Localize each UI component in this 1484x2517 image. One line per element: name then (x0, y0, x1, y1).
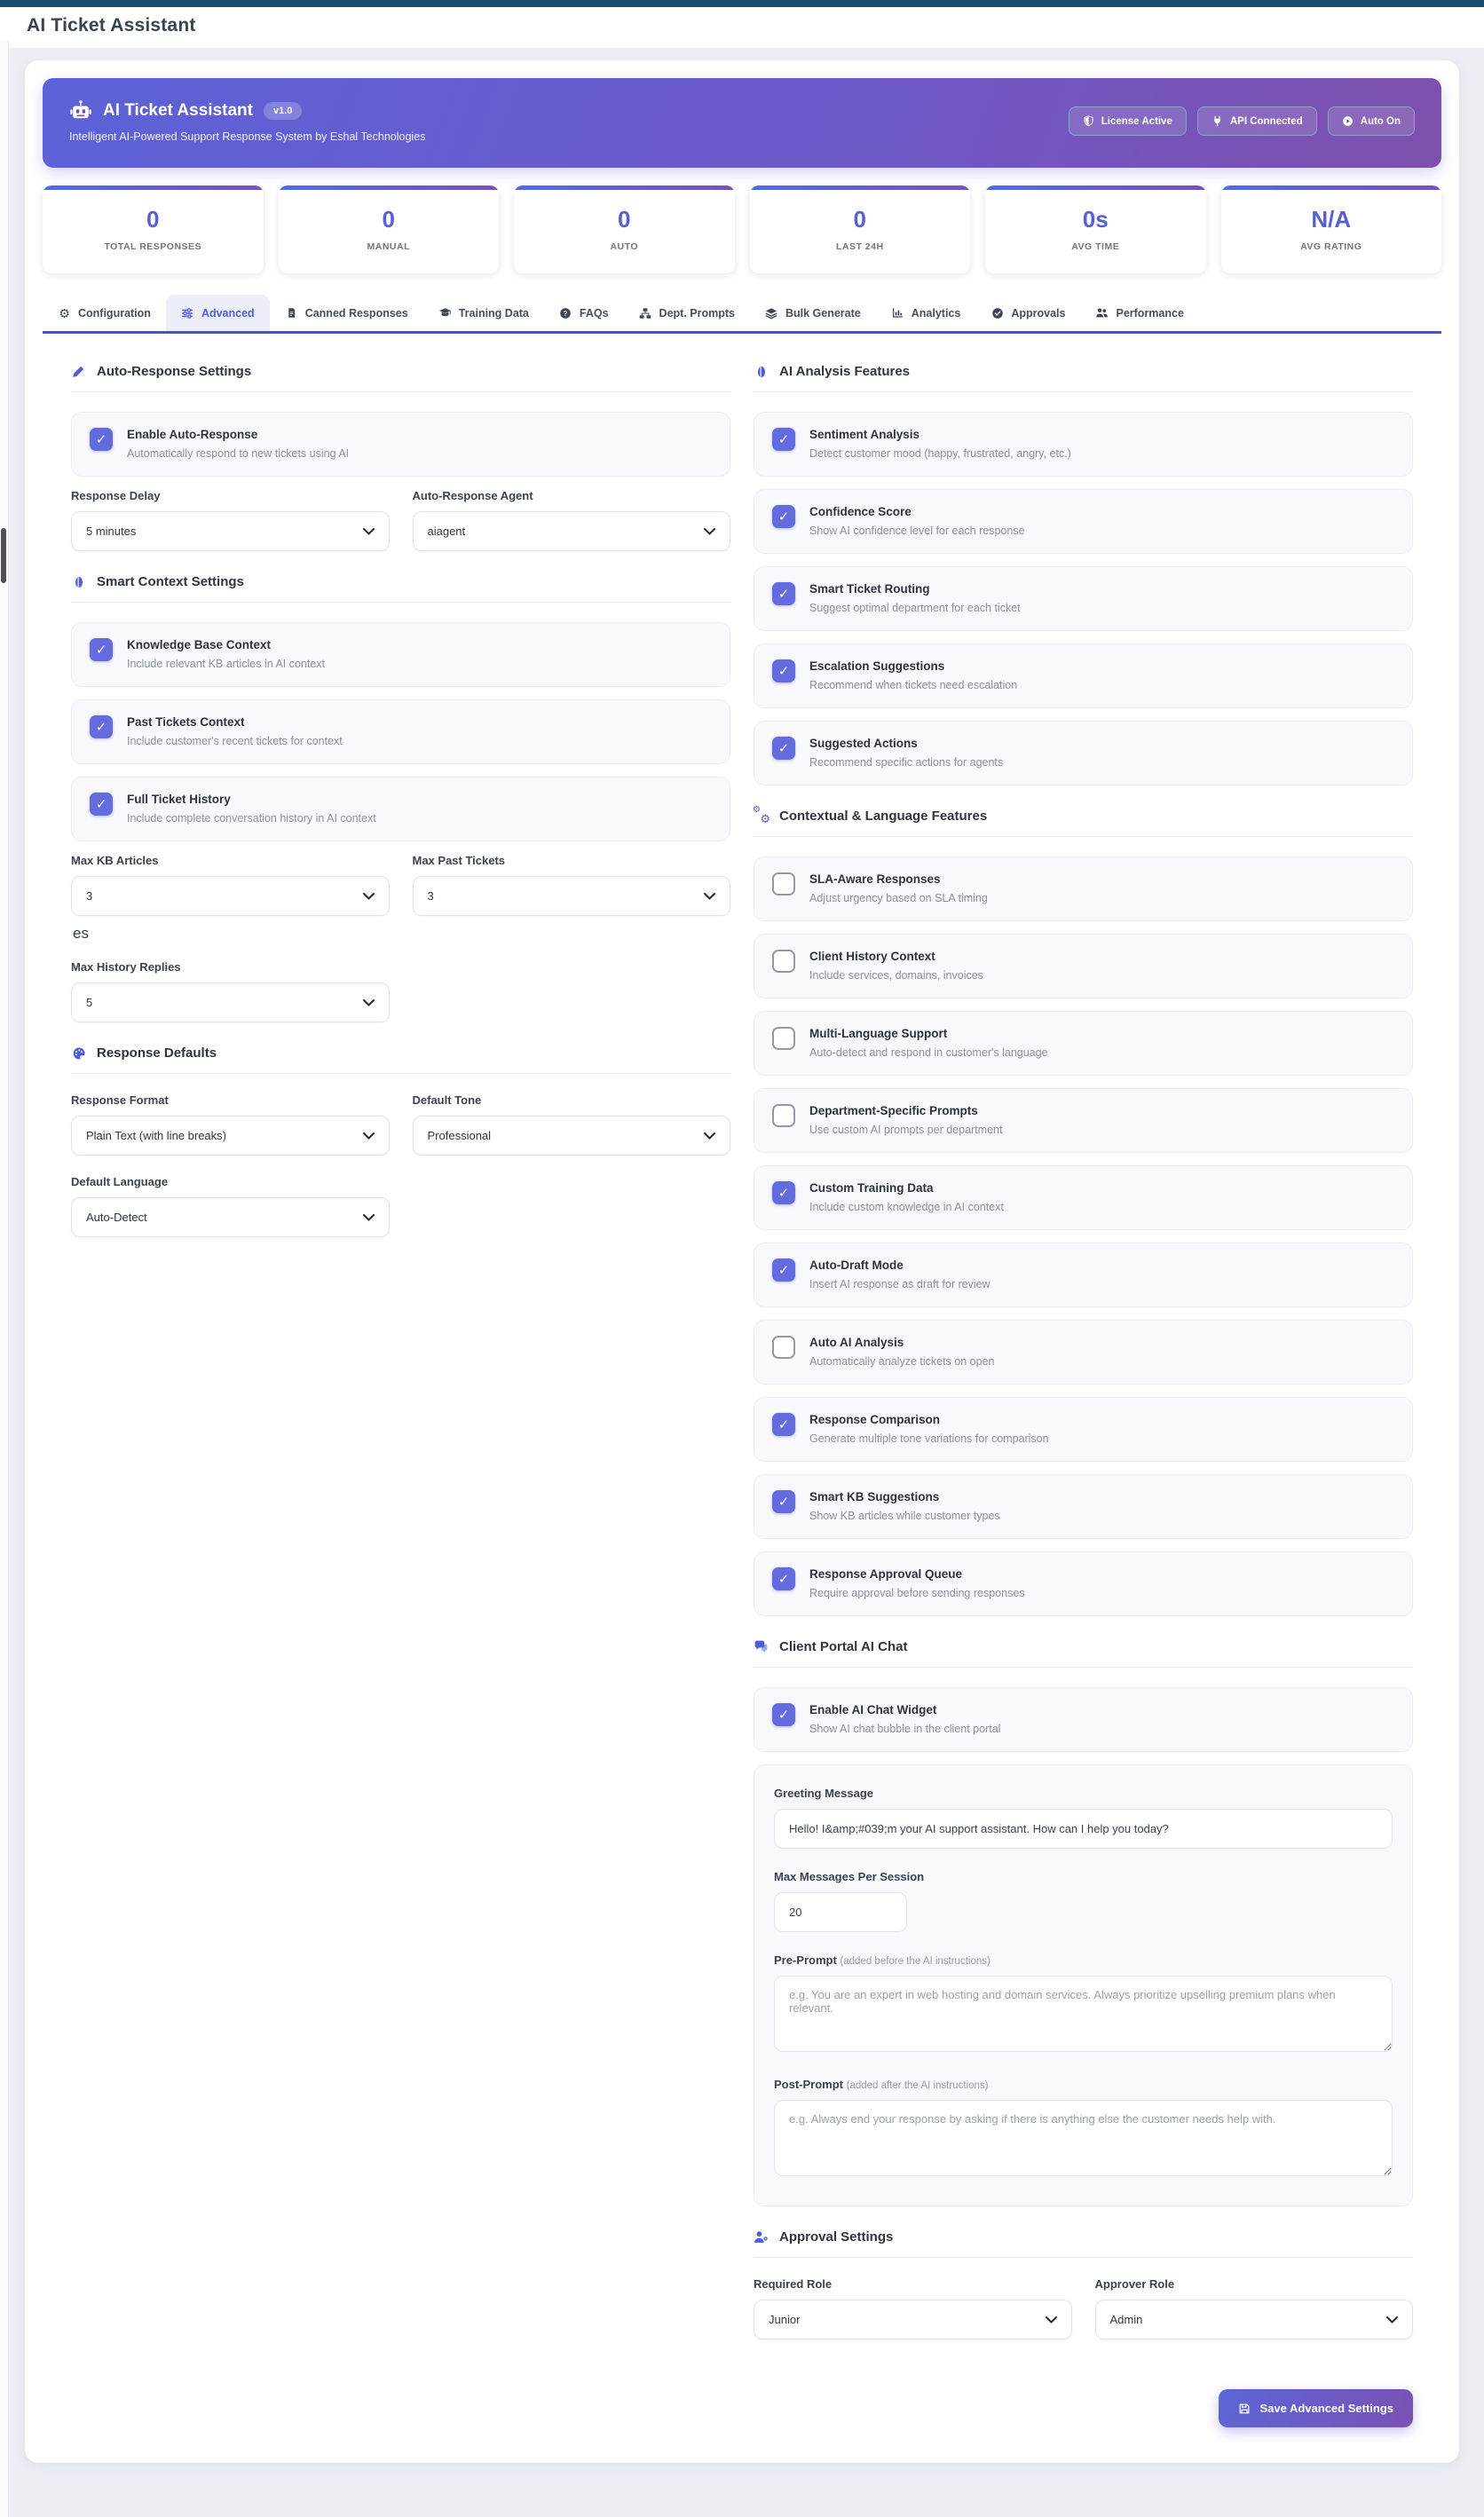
field-label: Max Messages Per Session (774, 1870, 925, 1883)
page-title: AI Ticket Assistant (27, 15, 196, 36)
feature-desc: Automatically analyze tickets on open (809, 1355, 995, 1368)
feature-title: Enable AI Chat Widget (809, 1703, 937, 1716)
post-prompt-group (774, 2078, 1393, 2181)
select-value: 3 (86, 889, 93, 903)
feature-card-enable-ai-chat-widget (754, 1687, 1413, 1752)
select-value: 5 minutes (86, 525, 137, 538)
tab-label: Advanced (201, 306, 255, 320)
max-past-tickets-field (413, 854, 731, 916)
tab-label: Analytics (911, 306, 961, 320)
max-messages-input[interactable] (774, 1892, 907, 1932)
feature-desc: Include complete conversation history in AI context (127, 812, 376, 825)
stat-avg-time (985, 185, 1206, 273)
stat-label: LAST 24H (835, 241, 884, 252)
feature-title: Escalation Suggestions (809, 659, 945, 673)
feature-title: Custom Training Data (809, 1181, 934, 1195)
chevron-down-icon (354, 893, 375, 900)
chevron-down-icon (354, 1214, 375, 1221)
field-label: Default Language (71, 1175, 169, 1188)
feature-title: Auto-Draft Mode (809, 1258, 904, 1272)
question-circle-icon (559, 306, 572, 320)
field-label: Greeting Message (774, 1787, 873, 1800)
pre-prompt-hint: (added before the AI instructions) (840, 1956, 991, 1967)
feature-desc: Auto-detect and respond in customer's language (809, 1046, 1048, 1059)
settings-content (43, 334, 1441, 2463)
field-label: Response Delay (71, 489, 161, 502)
approver-role-field (1095, 2277, 1414, 2339)
section-title: Contextual & Language Features (779, 809, 988, 824)
confidence-score-checkbox[interactable] (772, 505, 795, 528)
divider (754, 391, 1413, 392)
field-label: Default Tone (412, 1093, 482, 1107)
auto-response-agent-select[interactable] (413, 511, 731, 551)
check-icon: ✓ (778, 1186, 790, 1201)
feature-card-auto-ai-analysis (754, 1320, 1413, 1385)
chevron-down-icon (695, 528, 715, 535)
knowledge-base-context-checkbox[interactable] (90, 638, 113, 661)
ai-analysis-icon (754, 364, 769, 379)
field-label: Auto-Response Agent (412, 489, 533, 502)
response-delay-field (71, 489, 390, 551)
section-title: Approval Settings (779, 2229, 894, 2245)
stat-label: TOTAL RESPONSES (104, 241, 202, 252)
sliders-icon (181, 306, 194, 320)
feature-desc: Detect customer mood (happy, frustrated, angry, etc.) (809, 447, 1071, 460)
response-delay-select[interactable] (71, 511, 390, 551)
feature-desc: Adjust urgency based on SLA timing (809, 892, 988, 904)
suggested-actions-checkbox[interactable] (772, 737, 795, 760)
max-kb-articles-select[interactable] (71, 876, 390, 916)
feature-card-custom-training-data (754, 1165, 1413, 1230)
approver-role-select[interactable] (1095, 2300, 1414, 2339)
tab-label: Bulk Generate (785, 306, 861, 320)
stat-accent-bar (1221, 185, 1442, 190)
section-client-portal-ai-chat (754, 1639, 1413, 2206)
tab-canned-responses[interactable] (270, 295, 423, 331)
department-specific-prompts-checkbox[interactable] (772, 1104, 795, 1127)
cogs-icon: ⚙ ⚙ (753, 805, 770, 825)
stat-accent-bar (750, 185, 971, 190)
pre-prompt-textarea[interactable] (774, 1976, 1393, 2052)
check-icon: ✓ (778, 1495, 790, 1510)
required-role-field (754, 2277, 1072, 2339)
feature-card-sentiment-analysis (754, 412, 1413, 477)
feature-desc: Recommend when tickets need escalation (809, 679, 1018, 691)
select-value: Professional (427, 1129, 492, 1142)
field-label: Max KB Articles (71, 854, 159, 867)
badge-label: API Connected (1229, 115, 1303, 127)
feature-desc: Include custom knowledge in AI context (809, 1201, 1004, 1213)
database-icon (71, 574, 86, 589)
full-ticket-history-checkbox[interactable] (90, 793, 113, 816)
smart-kb-suggestions-checkbox[interactable] (772, 1490, 795, 1513)
stat-total-responses (43, 185, 264, 273)
select-value: Plain Text (with line breaks) (86, 1129, 226, 1142)
license-status-badge (1069, 107, 1187, 136)
stat-label: AVG TIME (1071, 241, 1120, 252)
feature-title: Suggested Actions (809, 737, 918, 750)
section-approval-settings (754, 2229, 1413, 2339)
auto-status-badge (1328, 107, 1415, 136)
check-icon: ✓ (778, 587, 790, 602)
field-label: Response Format (71, 1093, 169, 1107)
divider (71, 1073, 730, 1074)
divider (754, 1667, 1413, 1668)
api-status-badge (1197, 107, 1317, 136)
stat-value: 0 (853, 206, 866, 233)
feature-desc: Insert AI response as draft for review (809, 1278, 991, 1290)
left-column (71, 364, 730, 2427)
pencil-icon (71, 364, 86, 379)
feature-desc: Show AI chat bubble in the client portal (809, 1723, 1001, 1735)
feature-card-suggested-actions (754, 721, 1413, 785)
stat-value: 0 (382, 206, 395, 233)
field-label (774, 2078, 1393, 2091)
stat-value: 0s (1082, 206, 1109, 233)
feature-title: Full Ticket History (127, 793, 231, 806)
stat-avg-rating (1221, 185, 1442, 273)
check-icon: ✓ (95, 432, 107, 447)
feature-card-response-comparison (754, 1397, 1413, 1462)
stray-text: es (73, 925, 89, 942)
feature-card-enable-auto-response (71, 412, 730, 477)
enable-ai-chat-widget-checkbox[interactable] (772, 1703, 795, 1726)
response-format-select[interactable] (71, 1116, 390, 1156)
banner-title: AI Ticket Assistant (103, 101, 253, 120)
stat-label: MANUAL (367, 241, 410, 252)
feature-card-smart-ticket-routing (754, 566, 1413, 631)
enable-auto-response-checkbox[interactable] (90, 428, 113, 451)
check-icon: ✓ (778, 664, 790, 679)
feature-card-full-ticket-history (71, 777, 730, 841)
tab-bulk-generate[interactable] (750, 295, 876, 331)
feature-card-auto-draft-mode (754, 1243, 1413, 1307)
feature-card-multi-language-support (754, 1011, 1413, 1076)
select-value: Auto-Detect (86, 1211, 147, 1224)
max-kb-articles-field (71, 854, 390, 916)
stat-accent-bar (43, 185, 264, 190)
tab-faqs[interactable] (544, 295, 624, 331)
feature-card-response-approval-queue (754, 1551, 1413, 1616)
custom-training-data-checkbox[interactable] (772, 1181, 795, 1204)
section-ai-analysis-features (754, 364, 1413, 785)
tab-label: Dept. Prompts (659, 306, 735, 320)
select-value: aiagent (427, 525, 466, 538)
feature-card-past-tickets-context (71, 699, 730, 764)
feature-card-smart-kb-suggestions (754, 1474, 1413, 1539)
feature-card-escalation-suggestions (754, 643, 1413, 708)
tab-analytics[interactable] (876, 295, 976, 331)
section-title: Response Defaults (97, 1045, 217, 1061)
stat-accent-bar (279, 185, 500, 190)
shield-icon (1083, 115, 1094, 127)
escalation-suggestions-checkbox[interactable] (772, 659, 795, 683)
check-icon: ✓ (778, 741, 790, 756)
robot-icon (69, 99, 92, 122)
stat-accent-bar (985, 185, 1206, 190)
post-prompt-label: Post-Prompt (774, 2078, 843, 2091)
select-value: Admin (1109, 2313, 1143, 2326)
stat-label: AVG RATING (1300, 241, 1362, 252)
select-value: 5 (86, 996, 93, 1009)
feature-title: Response Approval Queue (809, 1567, 963, 1581)
response-format-field (71, 1093, 390, 1156)
feature-desc: Suggest optimal department for each ticket (809, 602, 1021, 614)
feature-desc: Generate multiple tone variations for comparison (809, 1432, 1049, 1445)
sla-aware-responses-checkbox[interactable] (772, 872, 795, 896)
default-tone-select[interactable] (413, 1116, 731, 1156)
feature-card-confidence-score (754, 489, 1413, 554)
save-icon (1238, 2403, 1251, 2415)
tab-label: Training Data (458, 306, 529, 320)
svg-text:?: ? (563, 309, 568, 318)
stat-auto (514, 185, 735, 273)
auto-response-agent-field (413, 489, 731, 551)
stat-last-24h (750, 185, 971, 273)
check-icon: ✓ (778, 509, 790, 525)
user-gear-icon (754, 2229, 769, 2245)
pre-prompt-label: Pre-Prompt (774, 1953, 837, 1967)
feature-desc: Use custom AI prompts per department (809, 1124, 1003, 1136)
graduation-cap-icon (438, 306, 452, 320)
badge-label: License Active (1101, 115, 1172, 127)
check-icon: ✓ (778, 1417, 790, 1432)
tab-advanced[interactable] (166, 295, 270, 331)
stat-value: 0 (618, 206, 631, 233)
auto-ai-analysis-checkbox[interactable] (772, 1336, 795, 1359)
chevron-down-icon (354, 1132, 375, 1140)
version-badge: v1.0 (264, 102, 302, 120)
feature-card-sla-aware-responses (754, 856, 1413, 921)
divider (71, 391, 730, 392)
check-icon: ✓ (778, 432, 790, 447)
max-past-tickets-select[interactable] (413, 876, 731, 916)
select-value: 3 (427, 889, 434, 903)
chevron-down-icon (695, 893, 715, 900)
save-button-label: Save Advanced Settings (1259, 2402, 1393, 2415)
check-icon: ✓ (95, 643, 107, 658)
feature-title: Multi-Language Support (809, 1027, 948, 1040)
tab-bar (43, 295, 1441, 334)
default-tone-field (413, 1093, 731, 1156)
stat-label: AUTO (610, 241, 639, 252)
stats-row (43, 185, 1441, 273)
feature-desc: Recommend specific actions for agents (809, 756, 1004, 769)
post-prompt-hint: (added after the AI instructions) (846, 2080, 989, 2091)
badge-label: Auto On (1360, 115, 1401, 127)
tab-label: Canned Responses (304, 306, 408, 320)
tab-label: FAQs (579, 306, 609, 320)
section-contextual-language-features (753, 805, 1413, 1616)
chevron-down-icon (695, 1132, 715, 1140)
top-accent-bar (0, 0, 1484, 7)
feature-title: Sentiment Analysis (809, 428, 920, 441)
field-label: Max Past Tickets (412, 854, 506, 867)
play-circle-icon (1342, 115, 1354, 127)
save-row (754, 2389, 1413, 2427)
plug-icon (1212, 115, 1223, 127)
section-response-defaults (71, 1045, 730, 1237)
greeting-message-group (774, 1787, 1393, 1849)
check-circle-icon (991, 306, 1004, 320)
response-comparison-checkbox[interactable] (772, 1413, 795, 1436)
chat-bubbles-icon (754, 1639, 769, 1654)
divider (754, 836, 1413, 837)
smart-ticket-routing-checkbox[interactable] (772, 582, 795, 605)
max-history-replies-field (71, 960, 390, 1022)
feature-title: Knowledge Base Context (127, 638, 272, 651)
pre-prompt-group (774, 1953, 1393, 2056)
max-messages-group (774, 1870, 1393, 1932)
module-banner (43, 78, 1441, 168)
chat-widget-config-card (754, 1764, 1413, 2206)
feature-title: Response Comparison (809, 1413, 941, 1426)
field-label: Max History Replies (71, 960, 181, 974)
feature-title: Smart Ticket Routing (809, 582, 930, 596)
left-scrollbar-thumb[interactable] (1, 528, 6, 583)
main-card (25, 60, 1459, 2463)
default-language-field (71, 1175, 390, 1237)
feature-title: Confidence Score (809, 505, 912, 518)
save-advanced-settings-button[interactable] (1219, 2389, 1413, 2427)
section-title: Auto-Response Settings (97, 364, 252, 379)
client-history-context-checkbox[interactable] (772, 950, 795, 973)
banner-status-badges (1069, 107, 1415, 136)
section-title: Smart Context Settings (97, 574, 244, 589)
feature-desc: Automatically respond to new tickets using AI (127, 447, 350, 460)
field-label (774, 1953, 1393, 1967)
tab-label: Configuration (78, 306, 151, 320)
stat-accent-bar (514, 185, 735, 190)
sentiment-analysis-checkbox[interactable] (772, 428, 795, 451)
divider (754, 2257, 1413, 2258)
required-role-select[interactable] (754, 2300, 1072, 2339)
stat-value: N/A (1311, 206, 1352, 233)
feature-title: Department-Specific Prompts (809, 1104, 978, 1117)
chevron-down-icon (1037, 2316, 1057, 2324)
response-approval-queue-checkbox[interactable] (772, 1567, 795, 1590)
feature-desc: Include relevant KB articles in AI context (127, 658, 326, 670)
banner-left (69, 99, 425, 143)
chevron-down-icon (354, 528, 375, 535)
feature-desc: Require approval before sending responses (809, 1587, 1025, 1599)
tab-label: Approvals (1011, 306, 1066, 320)
stat-manual (279, 185, 500, 273)
bar-chart-icon (891, 306, 904, 320)
banner-subtitle: Intelligent AI-Powered Support Response System by Eshal Technologies (69, 130, 426, 143)
page-header (0, 7, 1484, 48)
feature-title: Client History Context (809, 950, 935, 963)
default-language-select[interactable] (71, 1197, 390, 1237)
section-auto-response-settings (71, 364, 730, 551)
feature-card-client-history-context (754, 934, 1413, 998)
feature-title: Past Tickets Context (127, 715, 245, 729)
feature-desc: Show AI confidence level for each response (809, 525, 1025, 537)
tab-training-data[interactable] (423, 295, 544, 331)
tab-dept-prompts[interactable] (624, 295, 750, 331)
feature-title: Smart KB Suggestions (809, 1490, 940, 1503)
feature-card-knowledge-base-context (71, 622, 730, 687)
section-smart-context-settings (71, 574, 730, 1022)
feature-title: SLA-Aware Responses (809, 872, 941, 886)
check-icon: ✓ (95, 720, 107, 735)
feature-title: Auto AI Analysis (809, 1336, 904, 1349)
multi-language-support-checkbox[interactable] (772, 1027, 795, 1050)
check-icon: ✓ (778, 1708, 790, 1723)
section-title: Client Portal AI Chat (779, 1639, 908, 1654)
check-icon: ✓ (95, 797, 107, 812)
field-label: Required Role (754, 2277, 833, 2291)
feature-desc: Include services, domains, invoices (809, 969, 983, 982)
post-prompt-textarea[interactable] (774, 2100, 1393, 2176)
field-label: Approver Role (1094, 2277, 1175, 2291)
divider (71, 602, 730, 603)
gear-icon: ⚙ (59, 305, 70, 320)
chevron-down-icon (354, 999, 375, 1006)
check-icon: ✓ (778, 1263, 790, 1278)
past-tickets-context-checkbox[interactable] (90, 715, 113, 738)
tab-label: Performance (1116, 306, 1184, 320)
feature-card-department-specific-prompts (754, 1088, 1413, 1153)
feature-title: Enable Auto-Response (127, 428, 258, 441)
tab-approvals[interactable] (975, 295, 1080, 331)
sitemap-icon (639, 306, 652, 320)
users-icon (1095, 306, 1109, 320)
stat-value: 0 (146, 206, 160, 233)
left-scrollbar-track (0, 41, 9, 2517)
check-icon: ✓ (778, 1572, 790, 1587)
tab-performance[interactable] (1080, 295, 1198, 331)
feature-desc: Show KB articles while customer types (809, 1510, 1000, 1522)
max-history-replies-select[interactable] (71, 982, 390, 1022)
chevron-down-icon (1377, 2316, 1398, 2324)
layers-icon (765, 306, 778, 320)
tab-configuration[interactable] (43, 295, 166, 331)
file-icon (285, 306, 298, 320)
auto-draft-mode-checkbox[interactable] (772, 1258, 795, 1282)
greeting-message-input[interactable] (774, 1809, 1393, 1849)
right-column (754, 364, 1413, 2427)
palette-icon (71, 1045, 86, 1061)
select-value: Junior (769, 2313, 801, 2326)
feature-desc: Include customer's recent tickets for context (127, 735, 343, 747)
section-title: AI Analysis Features (779, 364, 911, 379)
